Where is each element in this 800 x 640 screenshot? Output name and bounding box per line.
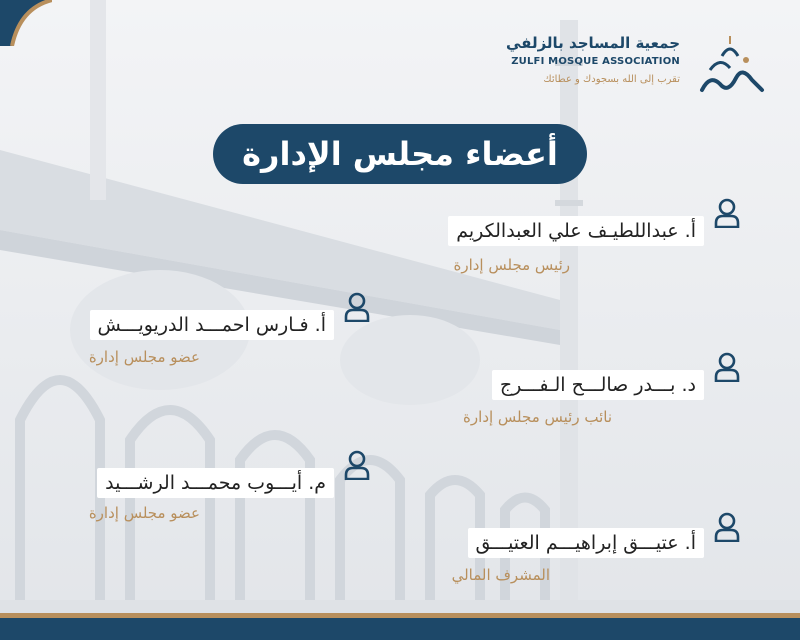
person-icon (714, 198, 740, 228)
member-name: د. بـــدر صالـــح الـفـــرج (492, 370, 704, 400)
person-icon (344, 292, 370, 322)
member-card (420, 352, 740, 432)
person-icon (344, 450, 370, 480)
page-title: أعضاء مجلس الإدارة (213, 124, 587, 184)
member-card (420, 512, 740, 592)
person-icon (714, 352, 740, 382)
logo-english-name: ZULFI MOSQUE ASSOCIATION (511, 56, 680, 67)
member-role: نائب رئيس مجلس إدارة (463, 408, 612, 426)
member-role: عضو مجلس إدارة (88, 504, 200, 522)
member-role: رئيس مجلس إدارة (453, 256, 570, 274)
member-role: عضو مجلس إدارة (88, 348, 200, 366)
member-name: م. أيـــوب محمـــد الرشـــيد (97, 468, 334, 498)
member-card (420, 198, 740, 278)
corner-ornament (0, 0, 52, 46)
mosque-calligraphy-logo-icon (690, 34, 770, 100)
member-name: أ. عتيـــق إبراهيـــم العتيـــق (468, 528, 704, 558)
person-icon (714, 512, 740, 542)
logo-arabic-name: جمعية المساجد بالزلفي (505, 34, 680, 52)
logo-tagline: تقرب إلى الله بسجودك و عطائك (543, 74, 680, 85)
member-card (60, 450, 370, 530)
association-logo (505, 34, 770, 100)
member-name: أ. عبداللطيـف علي العبدالكريم (448, 216, 704, 246)
member-card (60, 292, 370, 372)
member-role: المشرف المالي (451, 566, 550, 584)
footer-bar (0, 618, 800, 640)
member-name: أ. فـارس احمـــد الدريويـــش (90, 310, 334, 340)
